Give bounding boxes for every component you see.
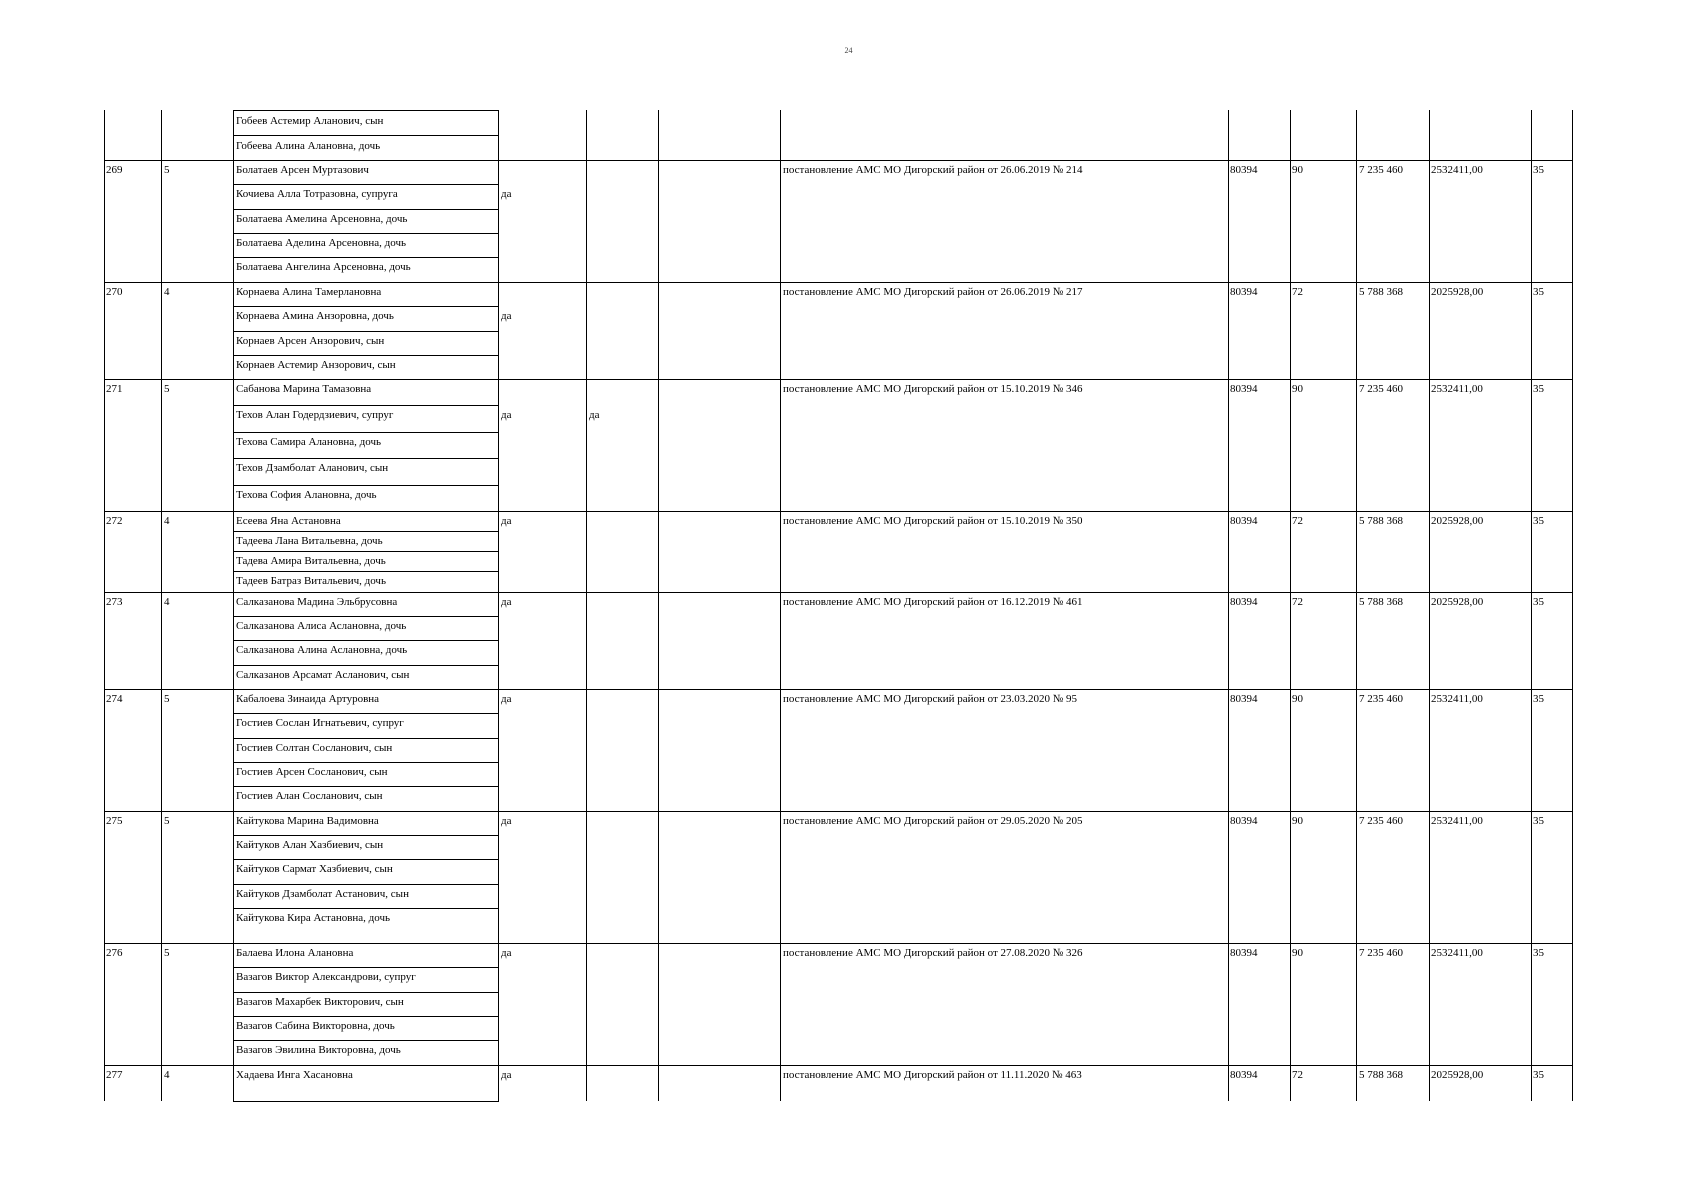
name-row-border <box>233 1040 499 1041</box>
column-divider <box>1429 110 1430 1101</box>
percent: 35 <box>1533 286 1544 298</box>
column-divider <box>1228 110 1229 1101</box>
area: 72 <box>1292 1069 1303 1081</box>
member-name: Салказанов Арсамат Асланович, сын <box>236 669 410 681</box>
family-size: 5 <box>164 947 170 959</box>
member-name: Гостиев Солтан Сосланович, сын <box>236 742 393 754</box>
member-name: Болатаева Ангелина Арсеновна, дочь <box>236 261 411 273</box>
member-name: Вазагов Сабина Викторовна, дочь <box>236 1020 395 1032</box>
member-name: Кочиева Алла Тотразовна, супруга <box>236 188 398 200</box>
code: 80394 <box>1230 1069 1258 1081</box>
member-name: Тадеев Батраз Витальевич, дочь <box>236 575 386 587</box>
percent: 35 <box>1533 1069 1544 1081</box>
sum: 7 235 460 <box>1359 383 1403 395</box>
name-row-border <box>233 992 499 993</box>
code: 80394 <box>1230 693 1258 705</box>
name-row-border <box>233 432 499 433</box>
sum: 7 235 460 <box>1359 947 1403 959</box>
family-size: 4 <box>164 515 170 527</box>
name-row-border <box>233 355 499 356</box>
decree: постановление АМС МО Дигорский район от 27.08.2020 № 326 <box>783 947 1083 959</box>
family-row-border <box>104 282 1573 283</box>
name-row-border <box>233 884 499 885</box>
name-row-border <box>233 257 499 258</box>
code: 80394 <box>1230 286 1258 298</box>
member-name: Вазагов Виктор Александрови, супруг <box>236 971 416 983</box>
family-number: 273 <box>106 596 123 608</box>
column-divider <box>1531 110 1532 1101</box>
sum: 7 235 460 <box>1359 164 1403 176</box>
member-name: Кайтуков Алан Хазбиевич, сын <box>236 839 384 851</box>
member-name: Салказанова Мадина Эльбрусовна <box>236 596 398 608</box>
family-row-border <box>104 1065 1573 1066</box>
name-row-border <box>233 908 499 909</box>
family-size: 4 <box>164 1069 170 1081</box>
member-name: Болатаев Арсен Муртазович <box>236 164 369 176</box>
payment: 2532411,00 <box>1431 947 1483 959</box>
family-number: 272 <box>106 515 123 527</box>
member-name: Кайтукова Кира Астановна, дочь <box>236 912 391 924</box>
family-number: 274 <box>106 693 123 705</box>
member-name: Гобеев Астемир Аланович, сын <box>236 115 384 127</box>
member-name: Кабалоева Зинаида Артуровна <box>236 693 380 705</box>
decree: постановление АМС МО Дигорский район от 16.12.2019 № 461 <box>783 596 1083 608</box>
member-name: Техова София Алановна, дочь <box>236 489 377 501</box>
member-name: Гобеева Алина Алановна, дочь <box>236 140 381 152</box>
member-name: Гостиев Арсен Сосланович, сын <box>236 766 388 778</box>
name-row-border <box>233 1101 499 1102</box>
decree: постановление АМС МО Дигорский район от 11.11.2020 № 463 <box>783 1069 1082 1081</box>
member-name: Болатаева Аделина Арсеновна, дочь <box>236 237 407 249</box>
percent: 35 <box>1533 164 1544 176</box>
family-number: 277 <box>106 1069 123 1081</box>
family-size: 5 <box>164 383 170 395</box>
name-row-border <box>233 458 499 459</box>
member-name: Кайтукова Марина Вадимовна <box>236 815 379 827</box>
page-number: 24 <box>844 46 853 55</box>
member-name: Есеева Яна Астановна <box>236 515 341 527</box>
mark-col1: да <box>501 409 512 421</box>
mark-col1: да <box>501 188 512 200</box>
name-row-border <box>233 713 499 714</box>
area: 90 <box>1292 164 1303 176</box>
member-name: Тадева Амира Витальевна, дочь <box>236 555 386 567</box>
area: 90 <box>1292 383 1303 395</box>
area: 72 <box>1292 286 1303 298</box>
mark-col2: да <box>589 409 600 421</box>
mark-col1: да <box>501 815 512 827</box>
payment: 2532411,00 <box>1431 164 1483 176</box>
name-row-border <box>233 1016 499 1017</box>
payment: 2532411,00 <box>1431 815 1483 827</box>
name-row-border <box>233 738 499 739</box>
mark-col1: да <box>501 310 512 322</box>
family-size: 4 <box>164 286 170 298</box>
member-name: Корнаев Арсен Анзорович, сын <box>236 335 385 347</box>
name-row-border <box>233 859 499 860</box>
column-divider <box>1572 110 1573 1101</box>
name-row-border <box>233 233 499 234</box>
decree: постановление АМС МО Дигорский район от 29.05.2020 № 205 <box>783 815 1083 827</box>
family-row-border <box>104 379 1573 380</box>
decree: постановление АМС МО Дигорский район от 26.06.2019 № 217 <box>783 286 1083 298</box>
member-name: Техова Самира Алановна, дочь <box>236 436 382 448</box>
sum: 5 788 368 <box>1359 1069 1403 1081</box>
column-divider <box>1356 110 1357 1101</box>
column-divider <box>233 110 234 1101</box>
name-row-border <box>233 405 499 406</box>
sum: 5 788 368 <box>1359 515 1403 527</box>
member-name: Хадаева Инга Хасановна <box>236 1069 353 1081</box>
member-name: Гостиев Алан Сосланович, сын <box>236 790 383 802</box>
sum: 7 235 460 <box>1359 815 1403 827</box>
decree: постановление АМС МО Дигорский район от 15.10.2019 № 350 <box>783 515 1083 527</box>
member-name: Салказанова Алина Аслановна, дочь <box>236 644 408 656</box>
name-row-border <box>233 485 499 486</box>
column-divider <box>586 110 587 1101</box>
area: 90 <box>1292 815 1303 827</box>
sum: 7 235 460 <box>1359 693 1403 705</box>
area: 90 <box>1292 693 1303 705</box>
code: 80394 <box>1230 947 1258 959</box>
percent: 35 <box>1533 815 1544 827</box>
column-divider <box>498 110 499 1101</box>
code: 80394 <box>1230 815 1258 827</box>
decree: постановление АМС МО Дигорский район от 15.10.2019 № 346 <box>783 383 1083 395</box>
member-name: Сабанова Марина Тамазовна <box>236 383 372 395</box>
percent: 35 <box>1533 515 1544 527</box>
name-row-border <box>233 331 499 332</box>
code: 80394 <box>1230 596 1258 608</box>
member-name: Кайтуков Сармат Хазбиевич, сын <box>236 863 393 875</box>
family-row-border <box>104 592 1573 593</box>
member-name: Вазагов Махарбек Викторович, сын <box>236 996 404 1008</box>
mark-col1: да <box>501 1069 512 1081</box>
sum: 5 788 368 <box>1359 286 1403 298</box>
sum: 5 788 368 <box>1359 596 1403 608</box>
family-size: 4 <box>164 596 170 608</box>
member-name: Болатаева Амелина Арсеновна, дочь <box>236 213 408 225</box>
family-size: 5 <box>164 815 170 827</box>
name-row-border <box>233 835 499 836</box>
name-row-border <box>233 110 499 111</box>
member-name: Корнаева Амина Анзоровна, дочь <box>236 310 394 322</box>
family-row-border <box>104 511 1573 512</box>
name-row-border <box>233 640 499 641</box>
family-number: 271 <box>106 383 123 395</box>
percent: 35 <box>1533 693 1544 705</box>
column-divider <box>104 110 105 1101</box>
payment: 2025928,00 <box>1431 1069 1484 1081</box>
column-divider <box>1290 110 1291 1101</box>
column-divider <box>658 110 659 1101</box>
family-number: 276 <box>106 947 123 959</box>
family-row-border <box>104 160 1573 161</box>
family-number: 269 <box>106 164 123 176</box>
family-size: 5 <box>164 164 170 176</box>
payment: 2025928,00 <box>1431 596 1484 608</box>
mark-col1: да <box>501 693 512 705</box>
member-name: Корнаев Астемир Анзорович, сын <box>236 359 396 371</box>
mark-col1: да <box>501 515 512 527</box>
name-row-border <box>233 209 499 210</box>
code: 80394 <box>1230 515 1258 527</box>
payment: 2532411,00 <box>1431 693 1483 705</box>
family-size: 5 <box>164 693 170 705</box>
mark-col1: да <box>501 947 512 959</box>
name-row-border <box>233 616 499 617</box>
name-row-border <box>233 184 499 185</box>
family-number: 270 <box>106 286 123 298</box>
member-name: Гостиев Сослан Игнатьевич, супруг <box>236 717 404 729</box>
code: 80394 <box>1230 383 1258 395</box>
member-name: Кайтуков Дзамболат Астанович, сын <box>236 888 409 900</box>
member-name: Корнаева Алина Тамерлановна <box>236 286 382 298</box>
decree: постановление АМС МО Дигорский район от 23.03.2020 № 95 <box>783 693 1078 705</box>
decree: постановление АМС МО Дигорский район от 26.06.2019 № 214 <box>783 164 1083 176</box>
family-row-border <box>104 689 1573 690</box>
name-row-border <box>233 967 499 968</box>
name-row-border <box>233 551 499 552</box>
area: 90 <box>1292 947 1303 959</box>
name-row-border <box>233 531 499 532</box>
column-divider <box>780 110 781 1101</box>
name-row-border <box>233 135 499 136</box>
member-name: Техов Алан Годердзиевич, супруг <box>236 409 394 421</box>
name-row-border <box>233 306 499 307</box>
column-divider <box>161 110 162 1101</box>
payment: 2025928,00 <box>1431 286 1484 298</box>
member-name: Техов Дзамболат Аланович, сын <box>236 462 389 474</box>
area: 72 <box>1292 515 1303 527</box>
percent: 35 <box>1533 383 1544 395</box>
area: 72 <box>1292 596 1303 608</box>
family-number: 275 <box>106 815 123 827</box>
percent: 35 <box>1533 596 1544 608</box>
name-row-border <box>233 762 499 763</box>
member-name: Балаева Илона Алановна <box>236 947 354 959</box>
member-name: Тадеева Лана Витальевна, дочь <box>236 535 383 547</box>
family-row-border <box>104 811 1573 812</box>
member-name: Салказанова Алиса Аслановна, дочь <box>236 620 407 632</box>
family-row-border <box>104 943 1573 944</box>
payment: 2532411,00 <box>1431 383 1483 395</box>
name-row-border <box>233 571 499 572</box>
member-name: Вазагов Эвилина Викторовна, дочь <box>236 1044 401 1056</box>
payment: 2025928,00 <box>1431 515 1484 527</box>
percent: 35 <box>1533 947 1544 959</box>
mark-col1: да <box>501 596 512 608</box>
name-row-border <box>233 786 499 787</box>
name-row-border <box>233 665 499 666</box>
code: 80394 <box>1230 164 1258 176</box>
